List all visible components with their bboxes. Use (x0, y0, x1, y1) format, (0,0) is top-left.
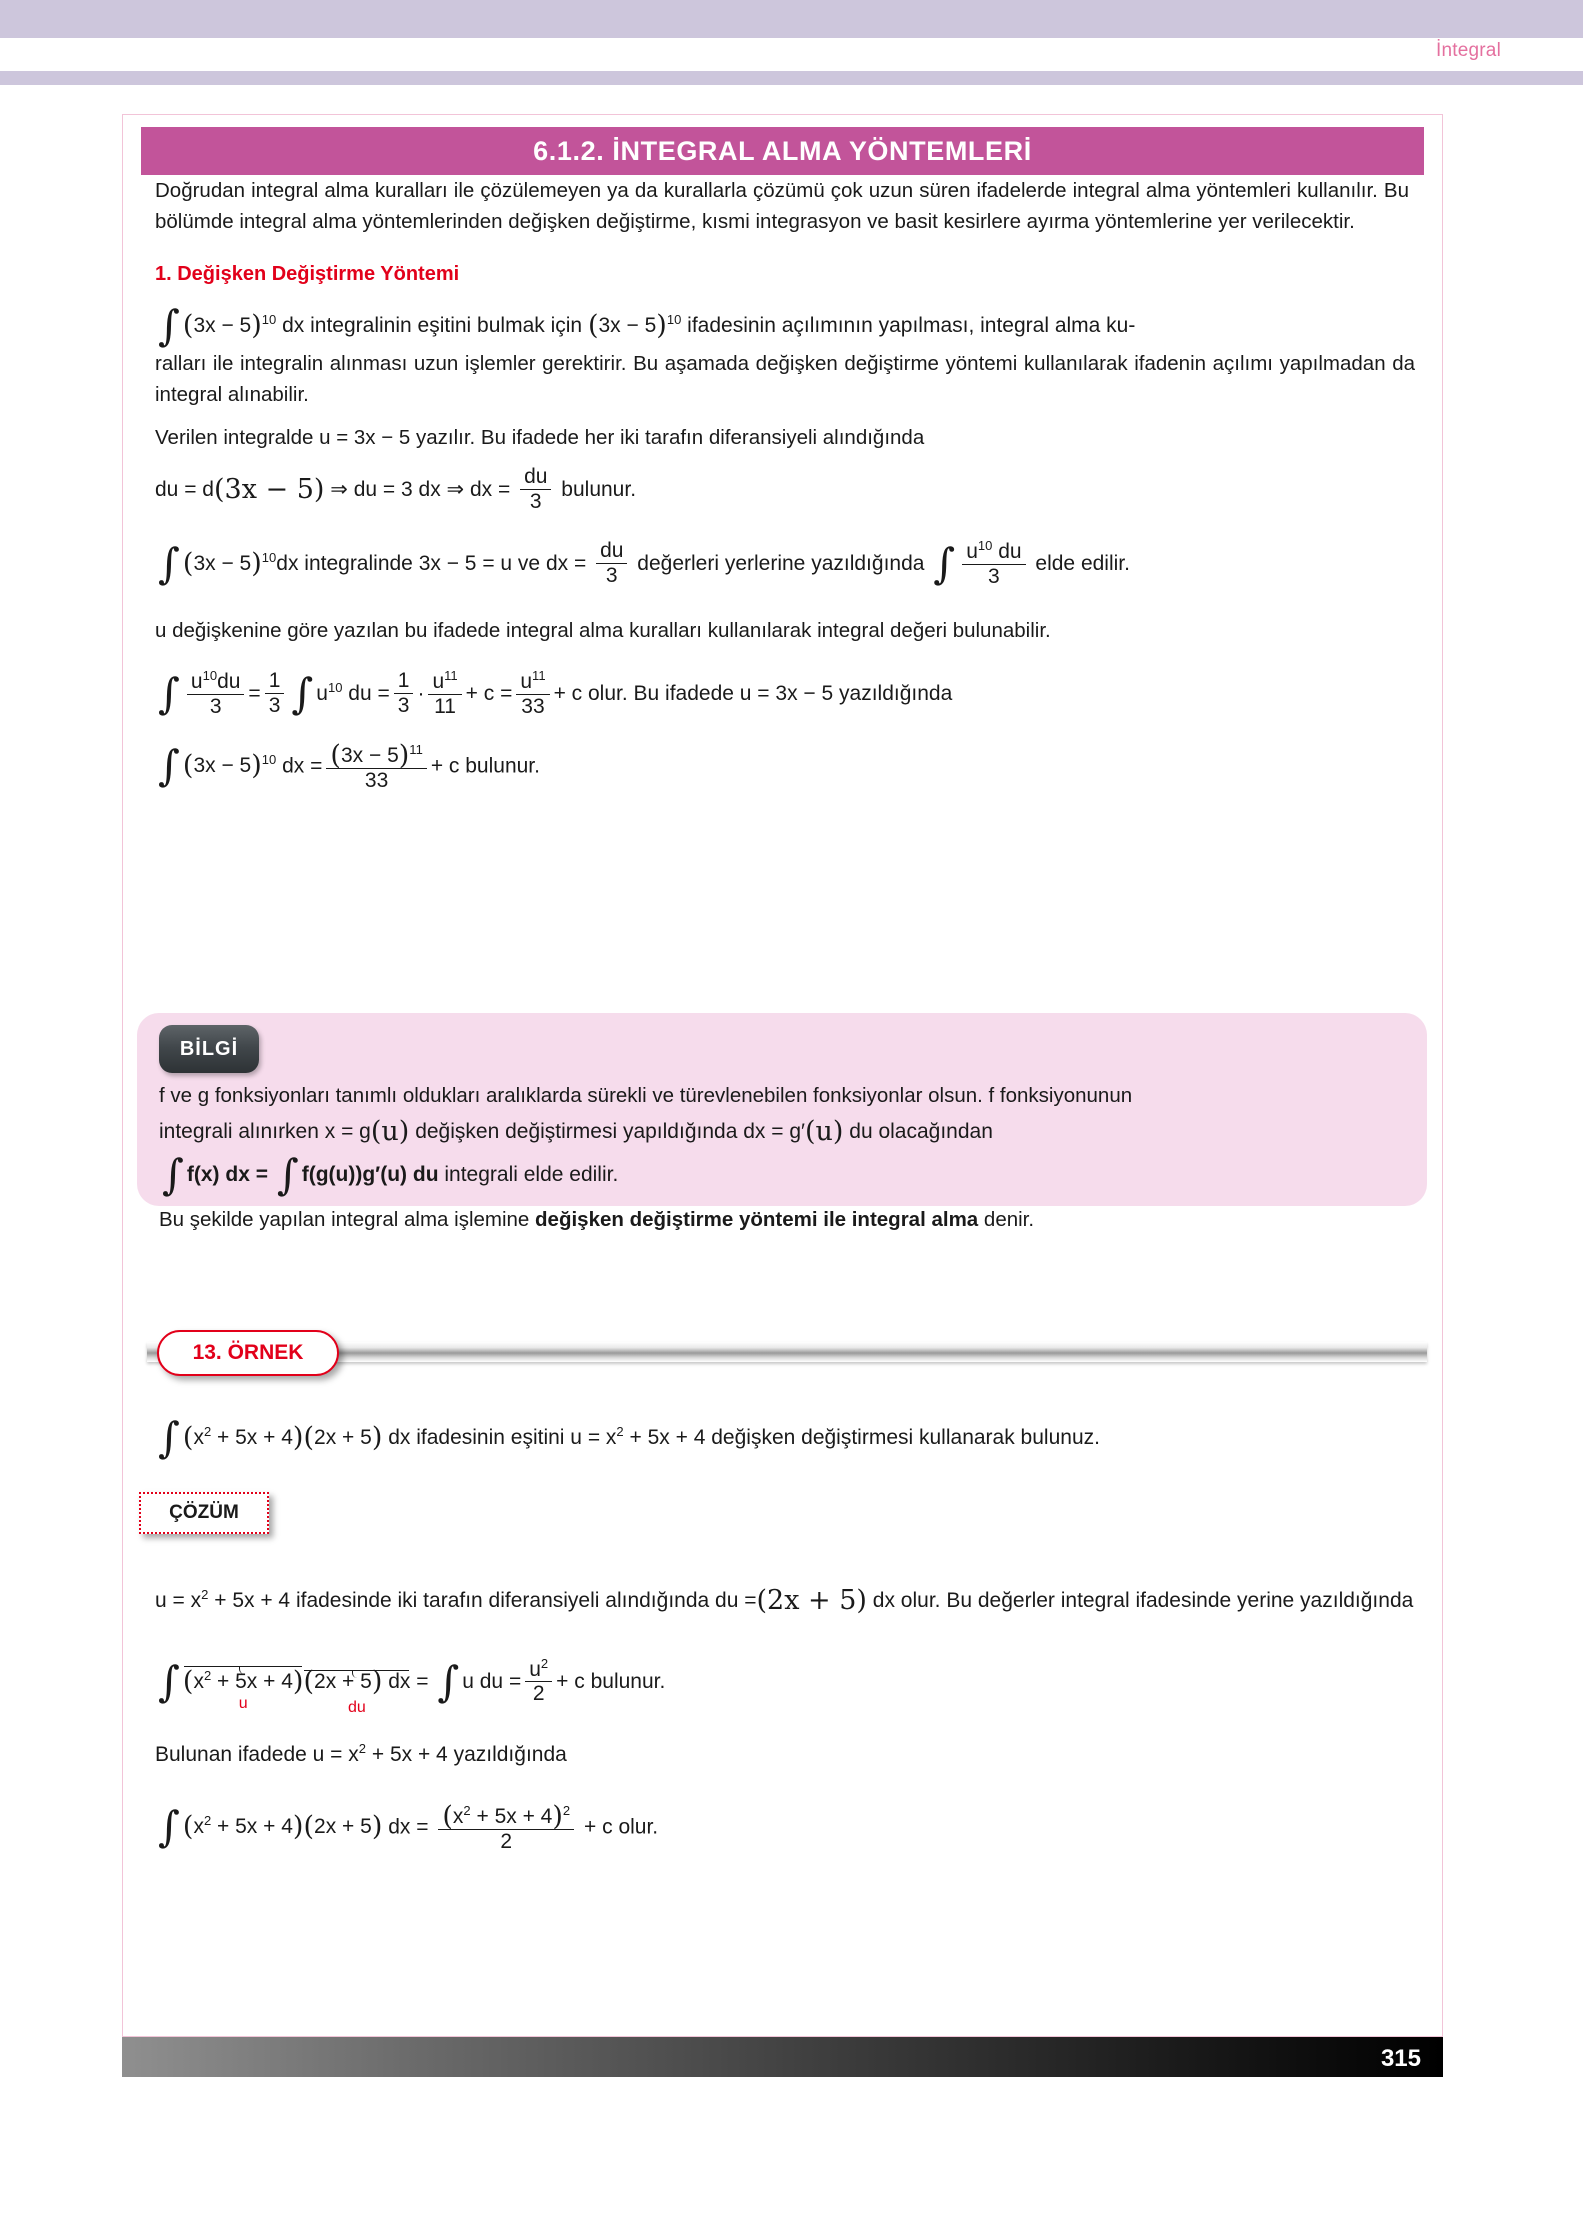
exponent-2: 2 (463, 1803, 471, 1818)
page-number: 315 (1380, 2045, 1421, 2072)
eq1-lhs: du = d (155, 478, 214, 502)
exponent-2: 2 (562, 1803, 571, 1818)
header-band-top (0, 0, 1583, 38)
bilgi-info-box (137, 1013, 1427, 1231)
fraction-u11-over-33 (516, 669, 549, 718)
integral-sign-icon: ∫ (162, 1150, 184, 1199)
solution-eq-tail: + c bulunur. (556, 1670, 666, 1693)
exponent-11: 11 (409, 741, 423, 757)
integral-sign-icon: ∫ (158, 1802, 180, 1852)
exponent-10: 10 (666, 312, 682, 327)
close-paren: ) (251, 548, 262, 580)
fraction-u2-over-2 (525, 1657, 552, 1706)
solution-line1-a: u = x (155, 1589, 202, 1612)
exponent-11: 11 (532, 668, 546, 684)
exponent-10: 10 (261, 312, 277, 327)
open-paren: ( (442, 1801, 453, 1832)
equals-sign: = (416, 1815, 429, 1839)
example-ribbon (137, 1330, 1427, 1376)
example-statement (155, 1412, 1415, 1462)
close-paren: ) (552, 1801, 563, 1832)
bilgi-formula-a: f(x) dx = (186, 1163, 268, 1186)
expr-x2-5x-4: $x^2 + 5x + 4$ (193, 1424, 293, 1449)
solution-eq-mid: u du = (462, 1670, 522, 1693)
bilgi-formula (159, 1150, 1409, 1199)
integral-sign-icon: ∫ (158, 1413, 180, 1462)
open-paren: ( (303, 1422, 315, 1453)
open-paren: ( (182, 310, 194, 341)
bilgi-tag (159, 1025, 259, 1073)
integral-sign-icon: ∫ (158, 669, 180, 719)
bilgi-closing (159, 1203, 1409, 1237)
paragraph-with-integral-1 (155, 300, 1415, 410)
fraction-numerator: $(x^2 + 5x + 4)^2$ (442, 1801, 571, 1832)
example-statement-b: + 5x + 4 değişken değiştirmesi kullanarak bulunuz. (629, 1426, 1100, 1449)
exponent-10: 10 (977, 538, 993, 554)
solution-body (155, 1575, 1417, 1855)
fraction-numerator: du (600, 539, 624, 563)
eq1-mid: ⇒ du = 3 dx ⇒ dx = (330, 478, 511, 502)
p3-text-a: dx integralinde 3x − 5 = u ve dx = (276, 552, 587, 576)
header-band-bottom (0, 71, 1583, 85)
equation-du-d3x5 (155, 467, 1415, 514)
expr-3x-5: 3x − 5 (193, 552, 252, 576)
integral-sign-icon: ∫ (291, 669, 314, 719)
integral-sign-icon: ∫ (933, 539, 956, 589)
fraction-numerator: 1 (397, 669, 410, 693)
fraction-u10du-over-3 (187, 669, 245, 718)
solution-line-1 (155, 1575, 1417, 1621)
integral-sign-icon: ∫ (276, 1150, 299, 1199)
bilgi-closing-a: Bu şekilde yapılan integral alma işlemine (159, 1208, 536, 1231)
plus-c: + c (465, 682, 495, 706)
bilgi-body (159, 1079, 1409, 1237)
expr-3x-5: 3x − 5 (340, 743, 399, 767)
text-after-integral-1: dx integralinin eşitini bulmak için (282, 314, 583, 337)
u-symbol: u (316, 682, 328, 706)
fraction-denominator: 3 (962, 564, 1025, 589)
u-symbol: u (966, 540, 978, 564)
solution-underbrace-equation (155, 1647, 1417, 1716)
example-statement-line (155, 1412, 1415, 1462)
expr-2x-5: 2x + 5 (314, 1426, 372, 1449)
solution-line2-a: Bulunan ifadede u = x (155, 1743, 359, 1766)
text-after-integral-2: ifadesinin açılımının yapılması, integral alma ku- (687, 314, 1136, 337)
exponent-10: 10 (261, 550, 277, 566)
du-symbol: du (348, 682, 372, 706)
exponent-2: 2 (203, 1668, 212, 1683)
fraction-denominator: 3 (520, 489, 551, 514)
u-symbol: u (520, 670, 533, 694)
expr-3x-5: 3x − 5 (598, 314, 657, 337)
solution-tag (139, 1492, 269, 1534)
bilgi-line2-c: du olacağından (849, 1120, 993, 1143)
underbrace-u-group: $(x^2 + 5x + 4)$ u (183, 1647, 304, 1711)
close-paren: ) (292, 1811, 304, 1843)
bilgi-line-1: f ve g fonksiyonları tanımlı oldukları aralıklarda sürekli ve türevlenebilen fonksiyonlar olsun. f fonksiyonunun (159, 1084, 1133, 1107)
close-paren: ) (292, 1422, 304, 1453)
dx-symbol: dx (282, 754, 305, 778)
exponent-10: 10 (261, 752, 277, 768)
bilgi-closing-b: denir. (978, 1208, 1035, 1231)
math-line-1 (155, 300, 1415, 350)
integral-sign-icon: ∫ (158, 539, 180, 589)
fraction-numerator (962, 539, 1025, 564)
u-symbol: u (190, 670, 203, 694)
equals-sign: = (500, 682, 513, 706)
close-paren: ) (371, 1811, 383, 1843)
underbrace-label-du: du (348, 1699, 366, 1716)
solution-paren-2x5: (2x + 5) (756, 1585, 867, 1616)
exponent-2: 2 (358, 1741, 366, 1756)
eq1-paren-expr: (3x − 5) (213, 474, 325, 506)
fraction-1-over-3 (265, 670, 285, 717)
close-paren: ) (371, 1422, 383, 1453)
exponent-2: 2 (616, 1424, 624, 1439)
main-content (155, 175, 1415, 793)
integral-sign-icon: ∫ (158, 301, 180, 350)
close-paren: ) (251, 750, 262, 782)
fraction-denominator: 2 (438, 1829, 574, 1854)
dx-symbol: dx (388, 1670, 411, 1693)
bilgi-closing-bold: değişken değiştirme yöntemi ile integral alma (535, 1208, 979, 1231)
exponent-2: 2 (203, 1424, 212, 1439)
open-paren: ( (587, 310, 599, 341)
fraction-du-over-3 (520, 466, 551, 513)
fraction-denominator: 33 (326, 768, 426, 793)
running-header-title: İntegral (1436, 40, 1501, 61)
expr-3x-5: 3x − 5 (193, 754, 252, 778)
fraction-x2-5x-4-sq-over-2 (438, 1800, 574, 1854)
paragraph-substitution-values (155, 538, 1415, 589)
open-paren: ( (330, 739, 341, 771)
fraction-denominator: 3 (596, 563, 627, 588)
fraction-numerator: du (524, 465, 548, 488)
bilgi-tag-label: BİLGİ (179, 1037, 239, 1060)
u-symbol: u (432, 670, 445, 694)
p3-text-b: değerleri yerlerine yazıldığında (637, 552, 925, 576)
close-paren: ) (398, 739, 410, 771)
fraction-1-over-3 (394, 670, 414, 717)
open-paren: ( (303, 1666, 315, 1697)
fraction-numerator (428, 669, 461, 694)
bilgi-line-2 (159, 1113, 1409, 1149)
expr-2x-5: 2x + 5 (314, 1815, 372, 1839)
solution-final-equation: ∫ $(x^2 + 5x + 4)(2x + 5)$ dx = $\frac{(x^2 + 5x + 4)^2}{2}$ + c olur. (155, 1801, 1417, 1855)
example-statement-a: dx ifadesinin eşitini u = x (388, 1426, 617, 1449)
footer-bar (122, 2037, 1443, 2077)
paragraph-continuation-1: ralları ile integralin alınması uzun işlemler gerektirir. Bu aşamada değişken değiştirme yöntemi kullanılarak ifadenin açılımı yapılmadan da integral alınabilir. (155, 352, 1415, 406)
intro-paragraph: Doğrudan integral alma kuralları ile çözülemeyen ya da kurallarla çözümü çok uzun süren ifadelerde integral alma yöntemleri kullanılır. Bu bölümde integral alma yöntemlerinden değişken değiştirme, kısmi integrasyon ve basit kesirlere ayırma yöntemlerine yer verilecektir. (155, 179, 1409, 233)
close-paren: ) (292, 1666, 304, 1697)
fraction-denominator: 3 (187, 694, 245, 719)
bilgi-formula-tail: integrali elde edilir. (444, 1163, 619, 1186)
solution-line1-b: + 5x + 4 ifadesinde iki tarafın diferansiyeli alındığında du = (214, 1589, 757, 1612)
open-paren: ( (303, 1811, 315, 1843)
integral-sign-icon: ∫ (437, 1657, 460, 1706)
solution-line2-b: + 5x + 4 yazıldığında (371, 1743, 567, 1766)
exponent-10: 10 (202, 668, 218, 684)
underbrace-label-u: u (238, 1695, 248, 1712)
bilgi-formula-b: f(g(u))g′(u) du (301, 1163, 439, 1186)
open-paren: ( (182, 1422, 194, 1453)
example-label-text: 13. ÖRNEK (192, 1341, 304, 1364)
du-symbol: du (998, 540, 1022, 564)
underbrace-du-group (303, 1651, 411, 1716)
open-paren: ( (182, 750, 194, 782)
fraction-u10du-over-3 (962, 539, 1025, 588)
equals-sign: = (248, 682, 261, 706)
eq2-tail: + c olur. Bu ifadede u = 3x − 5 yazıldığında (553, 682, 953, 706)
exponent-2: 2 (201, 1587, 209, 1602)
header-white-strip (0, 38, 1583, 71)
solution-line1-c: dx olur. Bu değerler integral ifadesinde yerine yazıldığında (872, 1589, 1414, 1612)
section-title-bar (141, 127, 1424, 175)
subsection-heading: 1. Değişken Değiştirme Yöntemi (155, 263, 460, 285)
exponent-11: 11 (444, 668, 458, 684)
exponent-10: 10 (327, 680, 343, 696)
equals-sign: = (416, 1670, 429, 1693)
fraction-denominator: 2 (525, 1681, 552, 1706)
equation-integral-u10 (155, 668, 1415, 719)
close-paren: ) (656, 310, 667, 341)
fraction-numerator (187, 669, 245, 694)
equation-final-3x5 (155, 740, 1415, 794)
close-paren: ) (251, 310, 262, 341)
integral-sign-icon: ∫ (158, 1657, 180, 1706)
example-label-pill (157, 1330, 339, 1376)
equals-sign: = (377, 682, 390, 706)
dx-symbol: dx (388, 1815, 411, 1839)
fraction-numerator (516, 669, 549, 694)
equals-sign: = (310, 754, 323, 778)
fraction-numerator (525, 1657, 552, 1682)
paragraph-u-substitution: Verilen integralde u = 3x − 5 yazılır. Bu ifadede her iki tarafın diferansiyeli alındığında (155, 426, 925, 449)
fraction-numerator (326, 739, 426, 771)
example-rule-line (147, 1342, 1427, 1362)
fraction-denominator: 3 (265, 693, 285, 718)
p3-text-c: elde edilir. (1035, 552, 1130, 576)
exponent-2: 2 (203, 1813, 212, 1829)
expr-3x-5: 3x − 5 (193, 314, 252, 337)
bilgi-paren-u: (u) (370, 1116, 410, 1147)
fraction-denominator: 11 (428, 694, 461, 719)
open-paren: ( (182, 1666, 194, 1697)
solution-final-tail: + c olur. (584, 1815, 659, 1839)
close-paren: ) (371, 1666, 383, 1697)
paragraph-u-rules: u değişkenine göre yazılan bu ifadede integral alma kuralları kullanılarak integral değeri bulunabilir. (155, 619, 1051, 643)
eq3-tail: + c bulunur. (430, 754, 540, 778)
integral-sign-icon: ∫ (158, 741, 180, 791)
dot-operator: · (417, 682, 425, 706)
bilgi-line2-b: değişken değiştirmesi yapıldığında dx = g′ (415, 1120, 805, 1143)
du-symbol: du (217, 670, 241, 694)
exponent-2: 2 (540, 1655, 549, 1671)
section-title-text: 6.1.2. İNTEGRAL ALMA YÖNTEMLERİ (533, 135, 1032, 166)
fraction-denominator: 33 (516, 694, 549, 719)
u-symbol: u (529, 1657, 541, 1681)
open-paren: ( (182, 1811, 194, 1843)
expr-2x-5: 2x + 5 (314, 1670, 372, 1693)
solution-tag-label: ÇÖZÜM (169, 1502, 239, 1523)
open-paren: ( (182, 548, 194, 580)
fraction-du-over-3 (596, 540, 627, 587)
bilgi-line2-a: integrali alınırken x = g (159, 1120, 371, 1143)
eq1-tail: bulunur. (561, 478, 637, 502)
fraction-denominator: 3 (394, 693, 414, 718)
fraction-u11-over-11 (428, 669, 461, 718)
fraction-3x5-pow11-over-33 (326, 739, 426, 793)
bilgi-paren-u: (u) (804, 1116, 844, 1147)
fraction-numerator: 1 (268, 669, 281, 693)
